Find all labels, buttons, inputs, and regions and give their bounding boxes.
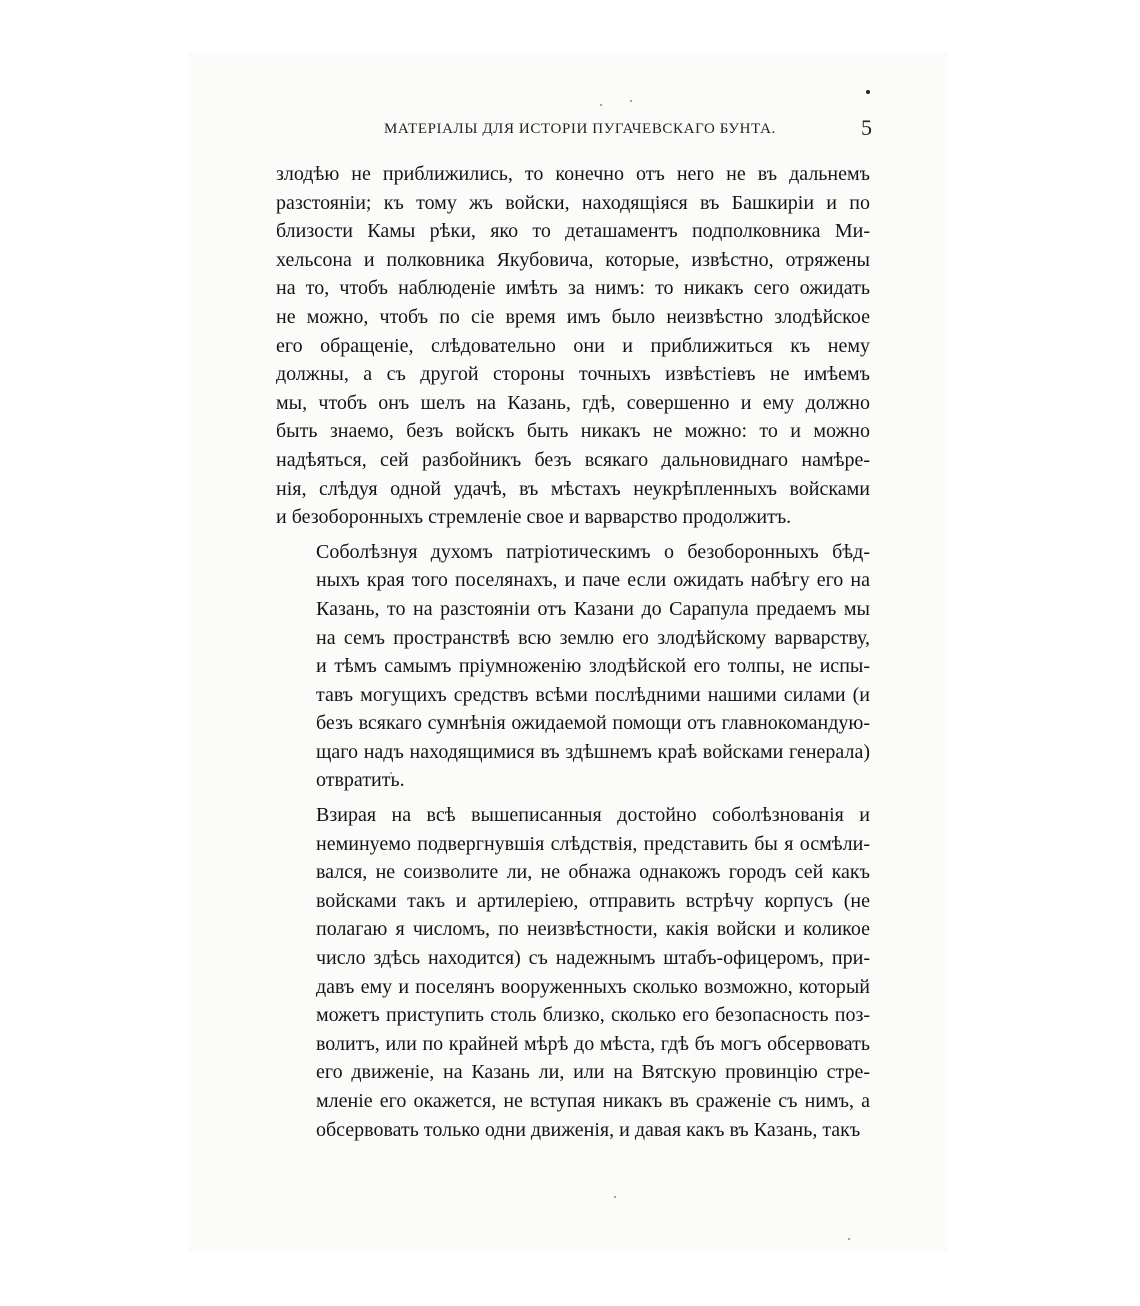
- text-line: можетъ приступить столь близко, сколько его безопасность поз-: [316, 1004, 870, 1027]
- text-line: ныхъ края того поселянахъ, и паче если ожидать набѣгу его на: [316, 569, 870, 592]
- ink-speck: [848, 1238, 850, 1240]
- text-line: отвратить.: [316, 769, 405, 792]
- text-line: щаго надъ находящимися въ здѣшнемъ краѣ войсками генерала): [316, 740, 870, 763]
- body-text: [276, 160, 870, 1150]
- ink-speck: [630, 100, 632, 102]
- running-title: МАТЕРІАЛЫ ДЛЯ ИСТОРІИ ПУГАЧЕВСКАГО БУНТА.: [384, 121, 776, 137]
- paragraph: [276, 160, 870, 532]
- text-line: войсками такъ и артилеріею, отправить встрѣчу корпусъ (не: [316, 889, 870, 912]
- text-line: злодѣю не приближились, то конечно отъ него не въ дальнемъ: [276, 163, 870, 185]
- text-line: число здѣсь находится) съ надежнымъ штабъ-офицеромъ, при-: [316, 947, 870, 970]
- text-line: полагаю я числомъ, по неизвѣстности, какія войски и коликое: [316, 918, 870, 941]
- text-line: волитъ, или по крайней мѣрѣ до мѣста, гдѣ бъ могъ обсервовать: [316, 1032, 870, 1055]
- text-line: Казань, то на разстояніи отъ Казани до Сарапула предаемъ мы: [316, 597, 870, 620]
- text-line: давъ ему и поселянъ вооруженныхъ сколько возможно, который: [316, 975, 870, 998]
- running-header: [384, 115, 872, 143]
- text-line: разстояніи; къ тому жъ войски, находящіяся въ Башкиріи и по: [276, 191, 870, 214]
- text-line: мленіе его окажется, не вступая никакъ въ сраженіе съ нимъ, а: [316, 1090, 870, 1112]
- paragraph: [276, 801, 870, 1144]
- page-number: 5: [861, 115, 872, 140]
- text-line: обсервовать только одни движенія, и давая какъ въ Казань, такъ: [316, 1118, 861, 1141]
- text-line: его движеніе, на Казань ли, или на Вятскую провинцію стре-: [316, 1061, 870, 1084]
- text-line: его обращеніе, слѣдовательно они и приближиться къ нему: [276, 334, 870, 357]
- ink-speck: [614, 1196, 616, 1198]
- text-line: и безоборонныхъ стремленіе свое и варварство продолжитъ.: [276, 506, 792, 529]
- paragraph: [276, 538, 870, 795]
- text-line: должны, а съ другой стороны точныхъ извѣстіевъ не имѣемъ: [276, 363, 870, 386]
- text-line: неминуемо подвергнувшія слѣдствія, представить бы я осмѣли-: [316, 832, 870, 855]
- text-line: тавъ могущихъ средствъ всѣми послѣдними нашими силами (и: [316, 683, 870, 706]
- text-line: вался, не соизволите ли, не обнажа однакожъ городъ сей какъ: [316, 861, 870, 884]
- text-line: близости Камы рѣки, яко то деташаментъ подполковника Ми-: [276, 220, 870, 243]
- text-line: Взирая на всѣ вышеписанныя достойно соболѣзнованія и: [316, 804, 870, 827]
- text-line: хельсона и полковника Якубовича, которые, извѣстно, отряжены: [276, 248, 870, 271]
- text-line: нія, слѣдуя одной удачѣ, въ мѣстахъ неукрѣпленныхъ войсками: [276, 477, 870, 500]
- text-line: надѣяться, сей разбойникъ безъ всякаго дальновиднаго намѣре-: [276, 448, 870, 471]
- text-line: быть знаемо, безъ войскъ быть никакъ не можно: то и можно: [276, 420, 870, 443]
- text-line: Соболѣзнуя духомъ патріотическимъ о безоборонныхъ бѣд-: [316, 540, 870, 563]
- text-line: безъ всякаго сумнѣнія ожидаемой помощи отъ главнокомандую-: [316, 712, 870, 735]
- text-line: на то, чтобъ наблюденіе имѣть за нимъ: то никакъ сего ожидать: [276, 277, 870, 300]
- text-line: мы, чтобъ онъ шелъ на Казань, гдѣ, совершенно и ему должно: [276, 391, 870, 414]
- ink-speck: [600, 104, 602, 106]
- ink-dot: [866, 90, 870, 94]
- text-line: не можно, чтобъ по сіе время имъ было неизвѣстно злодѣйское: [276, 305, 870, 328]
- text-line: и тѣмъ самымъ пріумноженію злодѣйской его толпы, не испы-: [316, 655, 870, 678]
- text-line: на семъ пространствѣ всю землю его злодѣйскому варварству,: [316, 626, 870, 649]
